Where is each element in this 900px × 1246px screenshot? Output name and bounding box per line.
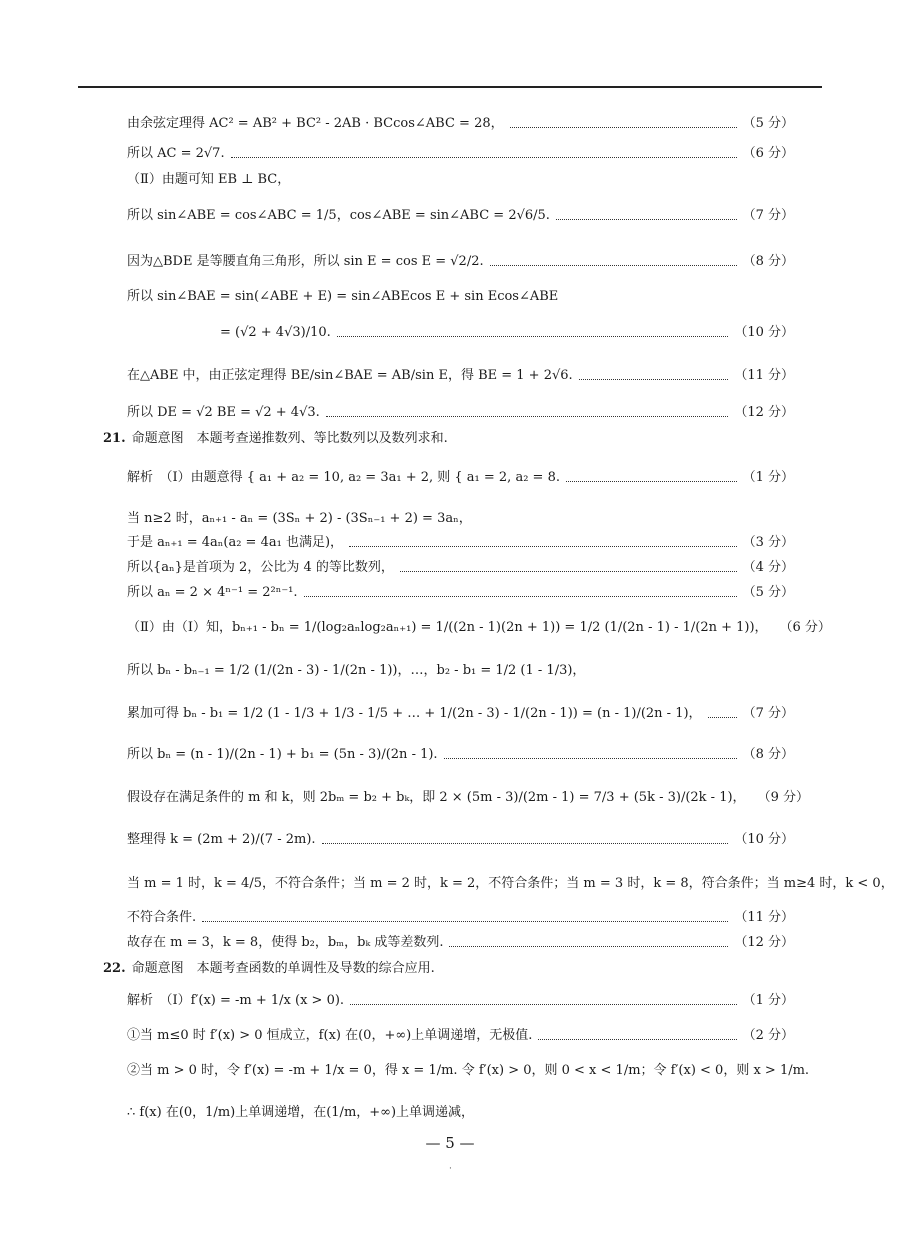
line-28 [127,1063,810,1079]
question-number: 21. [103,431,126,446]
q21-heading [103,431,794,447]
line-text: 不符合条件. [127,910,197,925]
score: （5 分） [742,116,794,131]
score: （10 分） [734,325,794,340]
line-24 [127,935,794,951]
leader-dots [231,157,737,158]
leader-dots [566,481,737,482]
line-text: 在△ABE 中，由正弦定理得 BE/sin∠BAE = AB/sin E，得 BE = 1 + 2√6. [127,368,573,383]
score: （12 分） [734,935,794,950]
leader-dots [322,843,729,844]
line-16 [127,620,831,636]
score: （7 分） [742,706,794,721]
score: （11 分） [734,910,794,925]
scan-mark: · [449,1164,452,1174]
line-1 [127,116,794,132]
line-15 [127,585,794,601]
line-text: 解析 （Ⅰ）f′(x) = -m + 1/x (x > 0). [127,993,345,1008]
score: （1 分） [742,993,794,1008]
leader-dots [400,571,737,572]
line-2 [127,146,794,162]
line-text: 当 m = 1 时，k = 4/5，不符合条件；当 m = 2 时，k = 2，不符合条件；当 m = 3 时，k = 8，符合条件；当 m≥4 时，k < 0， [127,876,894,891]
line-17 [127,663,794,679]
line-4 [127,208,794,224]
score: （4 分） [742,560,794,575]
leader-dots [490,265,737,266]
line-text: = (√2 + 4√3)/10. [220,325,331,340]
line-20 [127,790,809,806]
line-text: ②当 m > 0 时，令 f′(x) = -m + 1/x = 0，得 x = 1/m. 令 f′(x) > 0，则 0 < x < 1/m；令 f′(x) < 0，则 x > 1/m. [127,1063,810,1078]
line-3 [127,172,794,188]
leader-dots [350,1004,737,1005]
line-9 [127,405,794,421]
line-text: 所以 aₙ = 2 × 4ⁿ⁻¹ = 2²ⁿ⁻¹. [127,585,298,600]
q22-heading [103,961,794,977]
leader-dots [449,946,728,947]
line-7 [220,325,794,341]
question-number: 22. [103,961,126,976]
line-text: ∴ f(x) 在(0，1/m)上单调递增，在(1/m，+∞)上单调递减， [127,1105,475,1120]
line-text: 由余弦定理得 AC² = AB² + BC² - 2AB · BCcos∠ABC = 28， [127,116,504,131]
leader-dots [444,758,737,759]
score: （6 分） [779,620,831,635]
score: （1 分） [742,470,794,485]
line-19 [127,747,794,763]
score: （8 分） [742,254,794,269]
line-26 [127,993,794,1009]
line-text: （Ⅱ）由题可知 EB ⊥ BC， [127,172,291,187]
line-text: 因为△BDE 是等腰直角三角形，所以 sin E = cos E = √2/2. [127,254,484,269]
line-text: 所以 sin∠ABE = cos∠ABC = 1/5，cos∠ABE = sin∠ABC = 2√6/5. [127,208,550,223]
leader-dots [510,127,737,128]
line-21 [127,832,794,848]
leader-dots [326,416,729,417]
score: （11 分） [734,368,794,383]
leader-dots [708,717,737,718]
score: （3 分） [742,535,794,550]
score: （6 分） [742,146,794,161]
line-text: 所以 AC = 2√7. [127,146,225,161]
line-text: 假设存在满足条件的 m 和 k，则 2bₘ = b₂ + bₖ，即 2 × (5m - 3)/(2m - 1) = 7/3 + (5k - 3)/(2k - 1)， [127,790,746,805]
line-text: 故存在 m = 3，k = 8，使得 b₂，bₘ，bₖ 成等差数列. [127,935,444,950]
line-text: 所以 sin∠BAE = sin(∠ABE + E) = sin∠ABEcos E + sin Ecos∠ABE [127,289,559,304]
leader-dots [337,336,729,337]
line-text: 命题意图 本题考查递推数列、等比数列以及数列求和. [131,431,448,446]
line-5 [127,254,794,270]
leader-dots [556,219,737,220]
line-text: 解析 （Ⅰ）由题意得 { a₁ + a₂ = 10, a₂ = 3a₁ + 2, 则 { a₁ = 2, a₂ = 8. [127,470,560,485]
line-text: 累加可得 bₙ - b₁ = 1/2 (1 - 1/3 + 1/3 - 1/5 + … + 1/(2n - 3) - 1/(2n - 1)) = (n - 1)/(2n - 1)， [127,706,702,721]
score: （7 分） [742,208,794,223]
line-8 [127,368,794,384]
line-text: 于是 aₙ₊₁ = 4aₙ(a₂ = 4a₁ 也满足)， [127,535,344,550]
leader-dots [304,596,737,597]
leader-dots [202,921,728,922]
line-27 [127,1028,794,1044]
leader-dots [538,1039,736,1040]
score: （9 分） [757,790,809,805]
line-text: 整理得 k = (2m + 2)/(7 - 2m). [127,832,316,847]
line-14 [127,560,794,576]
line-23 [127,910,794,926]
line-18 [127,706,794,722]
leader-dots [579,379,729,380]
top-rule [78,86,822,88]
score: （12 分） [734,405,794,420]
line-11 [127,470,794,486]
line-text: （Ⅱ）由（Ⅰ）知，bₙ₊₁ - bₙ = 1/(log₂aₙlog₂aₙ₊₁) = 1/((2n - 1)(2n + 1)) = 1/2 (1/(2n - 1) - 1/(2n + 1))， [127,620,768,635]
score: （10 分） [734,832,794,847]
line-12 [127,511,794,527]
line-text: 所以 bₙ - bₙ₋₁ = 1/2 (1/(2n - 3) - 1/(2n - 1))，…，b₂ - b₁ = 1/2 (1 - 1/3)， [127,663,586,678]
line-6 [127,289,794,305]
line-text: 命题意图 本题考查函数的单调性及导数的综合应用. [131,961,435,976]
score: （2 分） [742,1028,794,1043]
page-number: — 5 — [425,1134,475,1152]
line-text: 所以 DE = √2 BE = √2 + 4√3. [127,405,320,420]
line-29 [127,1105,794,1121]
line-text: 所以 bₙ = (n - 1)/(2n - 1) + b₁ = (5n - 3)/(2n - 1). [127,747,438,762]
line-text: 所以{aₙ}是首项为 2，公比为 4 的等比数列， [127,560,394,575]
leader-dots [349,546,737,547]
score: （8 分） [742,747,794,762]
score: （5 分） [742,585,794,600]
line-text: 当 n≥2 时，aₙ₊₁ - aₙ = (3Sₙ + 2) - (3Sₙ₋₁ + 2) = 3aₙ， [127,511,472,526]
line-13 [127,535,794,551]
line-22 [127,876,894,892]
line-text: ①当 m≤0 时 f′(x) > 0 恒成立，f(x) 在(0，+∞)上单调递增，无极值. [127,1028,533,1043]
